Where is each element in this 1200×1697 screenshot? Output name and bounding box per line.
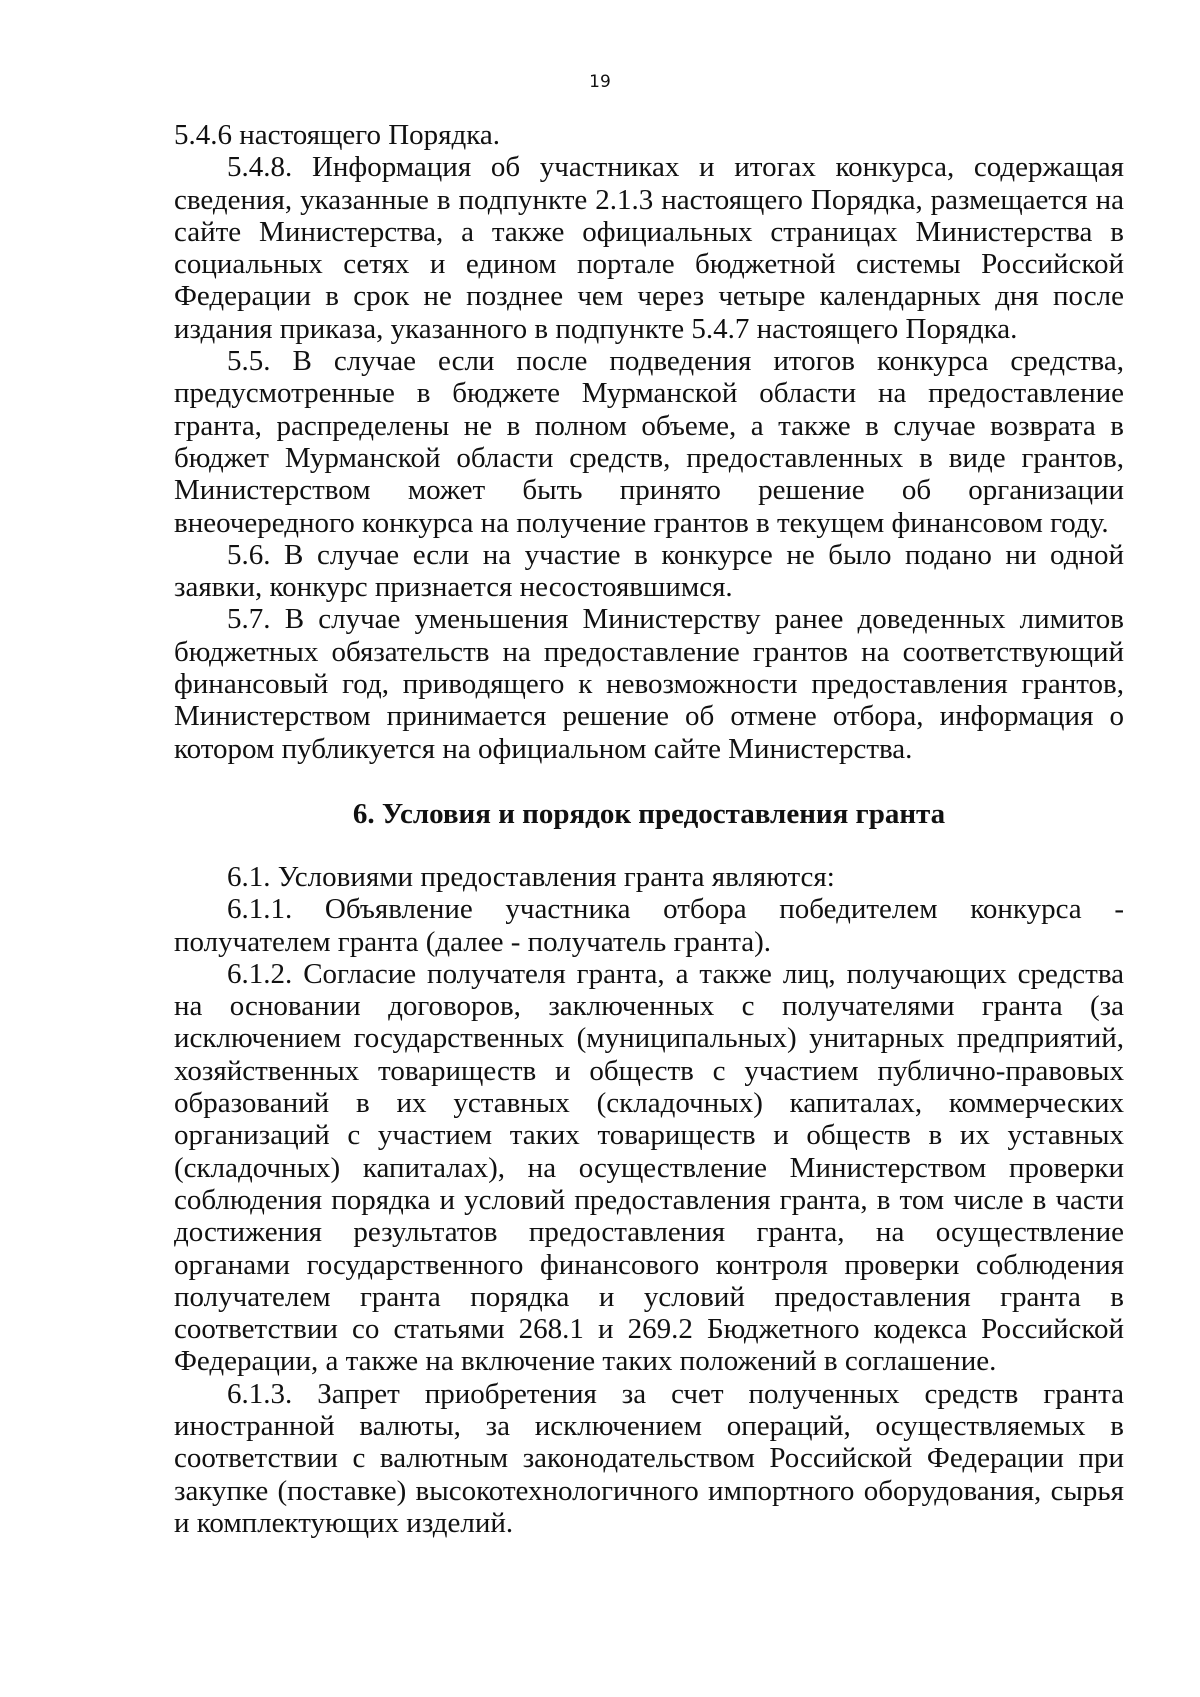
paragraph-5-4-8: 5.4.8. Информация об участниках и итогах конкурса, содержащая сведения, указанные в подпункте 2.1.3 настоящего Порядка, размещается на сайте Министерства, а также официальных страницах Министерства в социальных сетях и едином портале бюджетной системы Российской Федерации в срок не позднее чем через четыре календарных дня после издания приказа, указанного в подпункте 5.4.7 настоящего Порядка. xyxy=(174,151,1124,345)
document-body xyxy=(174,119,1124,1539)
paragraph-5-6: 5.6. В случае если на участие в конкурсе не было подано ни одной заявки, конкурс признается несостоявшимся. xyxy=(174,538,1124,604)
paragraph-6-1-3: 6.1.3. Запрет приобретения за счет полученных средств гранта иностранной валюты, за исключением операций, осуществляемых в соответствии с валютным законодательством Российской Федерации при закупке (поставке) высокотехнологичного импортного оборудования, сырья и комплектующих изделий. xyxy=(174,1377,1124,1539)
page-number: 19 xyxy=(589,72,611,92)
paragraph-6-1-1: 6.1.1. Объявление участника отбора победителем конкурса - получателем гранта (далее - получатель гранта). xyxy=(174,893,1124,958)
paragraph-6-1-2: 6.1.2. Согласие получателя гранта, а также лиц, получающих средства на основании договоров, заключенных с получателями гранта (за исключением государственных (муниципальных) унитарных предприятий, хозяйственных товариществ и обществ с участием публично-правовых образований в их уставных (складочных) капиталах, коммерческих организаций с участием таких товариществ и обществ в их уставных (складочных) капиталах), на осуществление Министерством проверки соблюдения порядка и условий предоставления гранта, в том числе в части достижения результатов предоставления гранта, на осуществление органами государственного финансового контроля проверки соблюдения получателем гранта порядка и условий предоставления гранта в соответствии со статьями 268.1 и 269.2 Бюджетного кодекса Российской Федерации, а также на включение таких положений в соглашение. xyxy=(174,957,1124,1378)
section-heading: 6. Условия и порядок предоставления гранта xyxy=(352,797,946,830)
paragraph-5-5: 5.5. В случае если после подведения итогов конкурса средства, предусмотренные в бюджете Мурманской области на предоставление гранта, распределены не в полном объеме, а также в случае возврата в бюджет Мурманской области средств, предоставленных в виде грантов, Министерством может быть принято решение об организации внеочередного конкурса на получение грантов в текущем финансовом году. xyxy=(174,345,1124,539)
paragraph-5-4-6-tail: 5.4.6 настоящего Порядка. xyxy=(174,119,501,151)
paragraph-6-1: 6.1. Условиями предоставления гранта являются: xyxy=(227,860,835,893)
paragraph-5-7: 5.7. В случае уменьшения Министерству ранее доведенных лимитов бюджетных обязательств на предоставление грантов на соответствующий финансовый год, приводящего к невозможности предоставления грантов, Министерством принимается решение об отмене отбора, информация о котором публикуется на официальном сайте Министерства. xyxy=(174,603,1124,765)
